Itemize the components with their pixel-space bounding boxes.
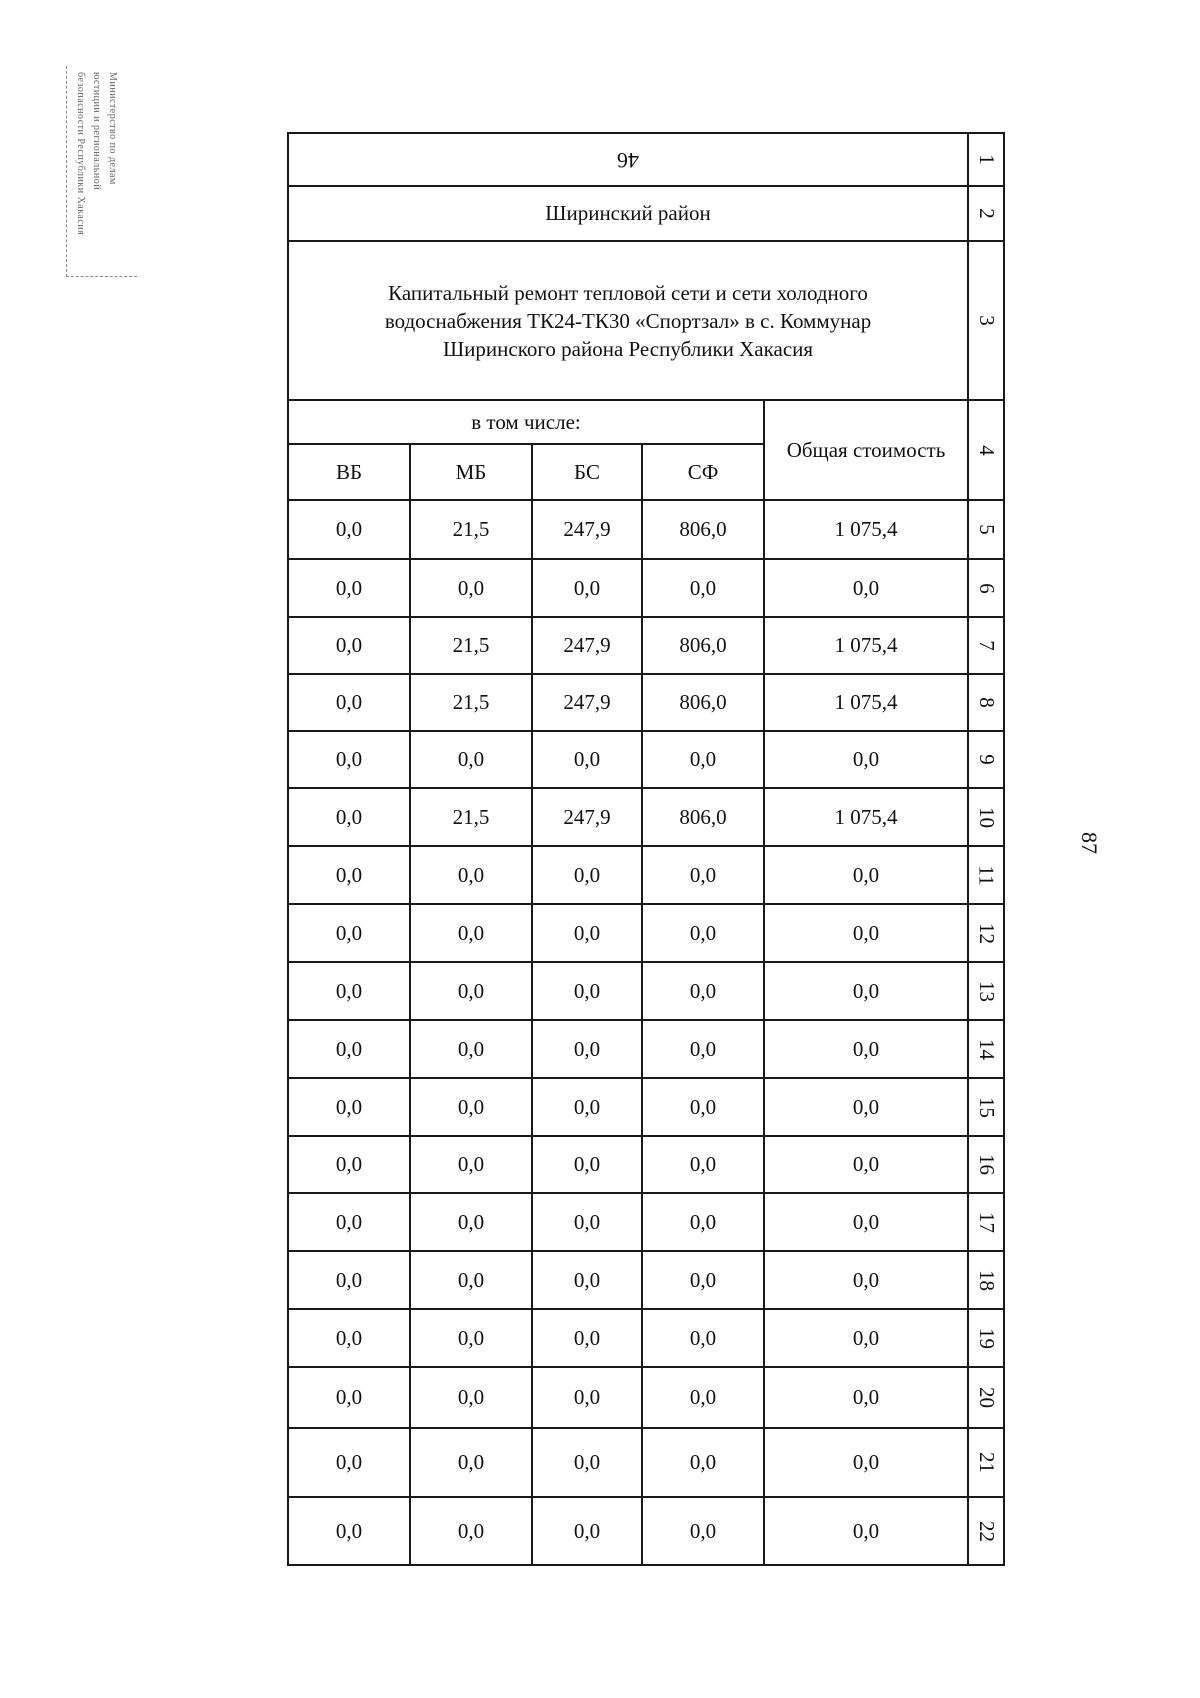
cell-vb: 0,0 xyxy=(288,788,410,846)
row-index-cell xyxy=(968,674,1004,731)
cell-vb: 0,0 xyxy=(288,559,410,617)
row-index-cell xyxy=(968,1020,1004,1078)
row-index-cell xyxy=(968,788,1004,846)
cell-bs: 247,9 xyxy=(532,674,642,731)
row-index-cell xyxy=(968,617,1004,674)
cell-sf: 0,0 xyxy=(642,1367,764,1428)
registration-stamp xyxy=(66,66,137,277)
cost-table xyxy=(287,132,1005,1566)
row-index-cell xyxy=(968,731,1004,788)
row-index-cell xyxy=(968,1251,1004,1309)
table-row xyxy=(288,1309,1004,1367)
cell-bs: 0,0 xyxy=(532,846,642,904)
table-row xyxy=(288,1367,1004,1428)
cell-total: 0,0 xyxy=(764,1367,968,1428)
row-index: 12 xyxy=(974,922,999,944)
cell-mb: 21,5 xyxy=(410,500,532,559)
district-name: Ширинский район xyxy=(288,186,968,241)
cell-sf: 0,0 xyxy=(642,1020,764,1078)
table-row xyxy=(288,1136,1004,1193)
project-name-line: Капитальный ремонт тепловой сети и сети холодного xyxy=(388,280,868,305)
cell-bs: 0,0 xyxy=(532,1078,642,1136)
cell-sf: 0,0 xyxy=(642,904,764,962)
cell-vb: 0,0 xyxy=(288,674,410,731)
cell-vb: 0,0 xyxy=(288,1251,410,1309)
cell-mb: 0,0 xyxy=(410,1428,532,1497)
cell-total: 0,0 xyxy=(764,731,968,788)
table-row xyxy=(288,500,1004,559)
project-name-line: Ширинского района Республики Хакасия xyxy=(442,336,814,361)
cell-bs: 0,0 xyxy=(532,1309,642,1367)
cell-total: 0,0 xyxy=(764,559,968,617)
row-index: 8 xyxy=(974,697,999,708)
cell-bs: 0,0 xyxy=(532,962,642,1020)
cell-total: 1 075,4 xyxy=(764,674,968,731)
cell-total: 1 075,4 xyxy=(764,500,968,559)
cell-total: 0,0 xyxy=(764,1428,968,1497)
cell-mb: 0,0 xyxy=(410,1136,532,1193)
col-header-sf: СФ xyxy=(642,444,764,500)
row-index-cell xyxy=(968,904,1004,962)
row-index: 20 xyxy=(974,1387,999,1408)
table-row xyxy=(288,1428,1004,1497)
cell-bs: 0,0 xyxy=(532,904,642,962)
row-index-cell: 1 xyxy=(968,133,1004,186)
cell-bs: 0,0 xyxy=(532,1020,642,1078)
cell-vb: 0,0 xyxy=(288,1497,410,1565)
cell-vb: 0,0 xyxy=(288,962,410,1020)
cell-vb: 0,0 xyxy=(288,1078,410,1136)
table-title-cell xyxy=(288,133,968,186)
table-row xyxy=(288,788,1004,846)
cell-mb: 0,0 xyxy=(410,1078,532,1136)
cell-bs: 247,9 xyxy=(532,617,642,674)
cell-sf: 0,0 xyxy=(642,1251,764,1309)
row-index-cell xyxy=(968,500,1004,559)
cell-sf: 0,0 xyxy=(642,1078,764,1136)
cell-vb: 0,0 xyxy=(288,731,410,788)
row-index: 19 xyxy=(974,1327,999,1349)
cell-total: 0,0 xyxy=(764,1497,968,1565)
cell-sf: 0,0 xyxy=(642,1428,764,1497)
row-index-cell xyxy=(968,1078,1004,1136)
cell-mb: 0,0 xyxy=(410,904,532,962)
row-index: 17 xyxy=(974,1211,999,1233)
row-index: 10 xyxy=(974,806,999,828)
row-index-cell: 2 xyxy=(968,186,1004,241)
cell-total: 1 075,4 xyxy=(764,617,968,674)
cell-total: 0,0 xyxy=(764,1193,968,1251)
table-row xyxy=(288,1497,1004,1565)
cell-total: 1 075,4 xyxy=(764,788,968,846)
cell-bs: 0,0 xyxy=(532,1497,642,1565)
row-index-cell xyxy=(968,962,1004,1020)
cell-vb: 0,0 xyxy=(288,1193,410,1251)
table-row xyxy=(288,674,1004,731)
cell-sf: 0,0 xyxy=(642,846,764,904)
table-row xyxy=(288,1020,1004,1078)
row-index-cell xyxy=(968,1193,1004,1251)
cell-bs: 247,9 xyxy=(532,500,642,559)
table-row xyxy=(288,1251,1004,1309)
table-row xyxy=(288,904,1004,962)
table-row xyxy=(288,559,1004,617)
cell-bs: 0,0 xyxy=(532,1367,642,1428)
cell-mb: 0,0 xyxy=(410,1309,532,1367)
cell-vb: 0,0 xyxy=(288,904,410,962)
cell-sf: 0,0 xyxy=(642,559,764,617)
cell-bs: 0,0 xyxy=(532,1251,642,1309)
row-index: 9 xyxy=(974,754,999,765)
cell-sf: 0,0 xyxy=(642,1136,764,1193)
row-index: 13 xyxy=(974,980,999,1002)
cell-mb: 0,0 xyxy=(410,1497,532,1565)
row-index-cell xyxy=(968,1367,1004,1428)
row-index-cell xyxy=(968,846,1004,904)
cell-sf: 806,0 xyxy=(642,617,764,674)
stamp-line: безопасности Республики Хакасия xyxy=(75,72,86,236)
row-index: 21 xyxy=(974,1452,999,1473)
row-index-cell: 3 xyxy=(968,241,1004,400)
cell-mb: 21,5 xyxy=(410,617,532,674)
cell-mb: 0,0 xyxy=(410,846,532,904)
total-cost-header: Общая стоимость xyxy=(764,400,968,500)
cell-vb: 0,0 xyxy=(288,1428,410,1497)
row-index-cell xyxy=(968,1497,1004,1565)
cell-mb: 21,5 xyxy=(410,788,532,846)
table-title: 46 xyxy=(617,147,639,173)
cell-sf: 806,0 xyxy=(642,788,764,846)
including-label: в том числе: xyxy=(288,400,764,444)
cell-mb: 0,0 xyxy=(410,559,532,617)
cell-bs: 247,9 xyxy=(532,788,642,846)
col-header-vb: ВБ xyxy=(288,444,410,500)
stamp-line: Министерство по делам xyxy=(107,72,118,185)
table-row xyxy=(288,617,1004,674)
cell-total: 0,0 xyxy=(764,1136,968,1193)
row-index-cell xyxy=(968,1136,1004,1193)
cell-sf: 806,0 xyxy=(642,674,764,731)
row-index: 18 xyxy=(974,1269,999,1291)
cell-mb: 0,0 xyxy=(410,1193,532,1251)
cell-total: 0,0 xyxy=(764,1251,968,1309)
cell-sf: 806,0 xyxy=(642,500,764,559)
row-index: 7 xyxy=(974,640,999,651)
cell-mb: 21,5 xyxy=(410,674,532,731)
cell-bs: 0,0 xyxy=(532,731,642,788)
row-index: 11 xyxy=(974,864,999,886)
project-row xyxy=(288,241,1004,400)
stamp-line: юстиции и региональной xyxy=(91,72,102,191)
cell-bs: 0,0 xyxy=(532,1136,642,1193)
row-index-cell xyxy=(968,559,1004,617)
row-index: 5 xyxy=(974,524,999,535)
cell-sf: 0,0 xyxy=(642,962,764,1020)
row-index: 22 xyxy=(974,1520,999,1542)
row-index-cell xyxy=(968,1428,1004,1497)
cell-vb: 0,0 xyxy=(288,846,410,904)
row-index-cell: 4 xyxy=(968,400,1004,500)
cell-mb: 0,0 xyxy=(410,1251,532,1309)
cell-vb: 0,0 xyxy=(288,1367,410,1428)
row-index: 15 xyxy=(974,1096,999,1118)
table-row xyxy=(288,1193,1004,1251)
cell-vb: 0,0 xyxy=(288,1136,410,1193)
district-row xyxy=(288,186,1004,241)
table-row xyxy=(288,1078,1004,1136)
cell-sf: 0,0 xyxy=(642,1497,764,1565)
row-index-cell xyxy=(968,1309,1004,1367)
page-number: 87 xyxy=(1077,832,1102,854)
table-row xyxy=(288,962,1004,1020)
row-index: 14 xyxy=(974,1038,999,1060)
cell-mb: 0,0 xyxy=(410,1367,532,1428)
cell-vb: 0,0 xyxy=(288,1020,410,1078)
cell-bs: 0,0 xyxy=(532,559,642,617)
cell-sf: 0,0 xyxy=(642,1309,764,1367)
cell-bs: 0,0 xyxy=(532,1193,642,1251)
project-name-line: водоснабжения ТК24-ТК30 «Спортзал» в с. Коммунар xyxy=(384,308,872,333)
cell-total: 0,0 xyxy=(764,1020,968,1078)
project-name-cell xyxy=(288,241,968,400)
row-index: 16 xyxy=(974,1154,999,1175)
cell-sf: 0,0 xyxy=(642,1193,764,1251)
cell-mb: 0,0 xyxy=(410,1020,532,1078)
cell-total: 0,0 xyxy=(764,962,968,1020)
row-index: 6 xyxy=(974,582,999,594)
cell-sf: 0,0 xyxy=(642,731,764,788)
col-header-bs: БС xyxy=(532,444,642,500)
col-header-mb: МБ xyxy=(410,444,532,500)
cell-total: 0,0 xyxy=(764,846,968,904)
cell-total: 0,0 xyxy=(764,904,968,962)
cell-vb: 0,0 xyxy=(288,1309,410,1367)
header-row-group xyxy=(288,400,1004,444)
table-row xyxy=(288,846,1004,904)
cell-mb: 0,0 xyxy=(410,731,532,788)
table-row xyxy=(288,731,1004,788)
cell-total: 0,0 xyxy=(764,1309,968,1367)
cell-mb: 0,0 xyxy=(410,962,532,1020)
table-title-row xyxy=(288,133,1004,186)
cell-vb: 0,0 xyxy=(288,617,410,674)
cell-bs: 0,0 xyxy=(532,1428,642,1497)
cell-total: 0,0 xyxy=(764,1078,968,1136)
cell-vb: 0,0 xyxy=(288,500,410,559)
